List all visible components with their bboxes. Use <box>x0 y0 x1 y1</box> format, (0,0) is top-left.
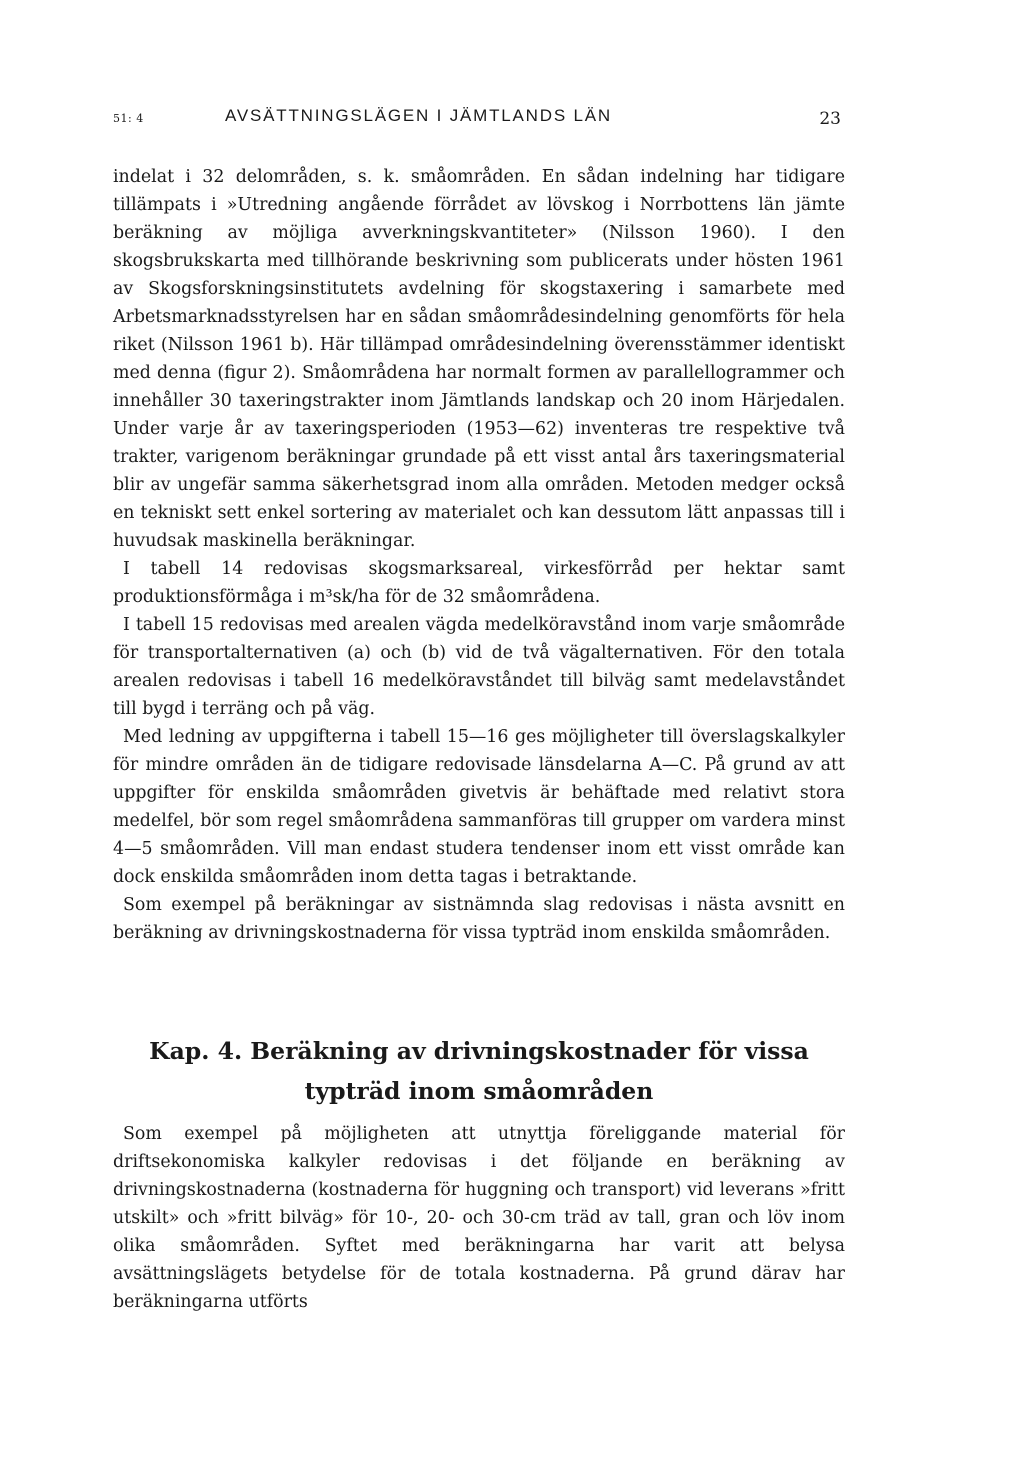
page-number: 23 <box>819 109 841 129</box>
paragraph: indelat i 32 delområden, s. k. småområden. En sådan indelning har tidigare tillämpats i »Utredning angående förrådet av lövskog i Norrbottens län jämte beräkning av möjliga avverkningskvantiteter» (Nilsson 1960). I den skogsbrukskarta med tillhörande beskrivning som publicerats under hösten 1961 av Skogsforskningsinstitutets avdelning för skogstaxering i samarbete med Arbetsmarknadsstyrelsen har en sådan småområdesindelning genomförts för hela riket (Nilsson 1961 b). Här tillämpad områdesindelning överensstämmer identiskt med denna (figur 2). Småområdena har normalt formen av parallellogrammer och innehåller 30 taxeringstrakter inom Jämtlands landskap och 20 inom Härjedalen. Under varje år av taxeringsperioden (1953—62) inventeras tre respektive två trakter, varigenom beräkningar grundade på ett visst antal års taxeringsmaterial blir av ungefär samma säkerhetsgrad inom alla områden. Metoden medger också en tekniskt sett enkel sortering av materialet och kan dessutom lätt anpassas till i huvudsak maskinella beräkningar. <box>113 167 845 551</box>
running-header <box>113 103 845 133</box>
paragraph: I tabell 14 redovisas skogsmarksareal, virkesförråd per hektar samt produktionsförmåga i m³sk/ha för de 32 småområdena. <box>113 559 845 607</box>
running-title: AVSÄTTNINGSLÄGEN I JÄMTLANDS LÄN <box>225 106 612 125</box>
chapter-body-text <box>113 1120 845 1316</box>
series-number: 51: 4 <box>113 112 144 125</box>
paragraph: Med ledning av uppgifterna i tabell 15—16 ges möjligheter till överslagskalkyler för mindre områden än de tidigare redovisade länsdelarna A—C. På grund av att uppgifter för enskilda småområden givetvis är behäftade med relativt stora medelfel, bör som regel småområdena sammanföras till grupper om vardera minst 4—5 småområden. Vill man endast studera tendenser inom ett visst område kan dock enskilda småområden inom detta tagas i betraktande. <box>113 727 845 887</box>
paragraph: Som exempel på beräkningar av sistnämnda slag redovisas i nästa avsnitt en beräkning av drivningskostnaderna för vissa typträd inom enskilda småområden. <box>113 895 845 943</box>
chapter-heading <box>113 1031 845 1111</box>
paragraph: I tabell 15 redovisas med arealen vägda medelköravstånd inom varje småområde för transportalternativen (a) och (b) vid de två vägalternativen. För den totala arealen redovisas i tabell 16 medelköravståndet till bilväg samt medelavståndet till bygd i terräng och på väg. <box>113 615 845 719</box>
chapter-heading-line: Kap. 4. Beräkning av drivningskostnader för vissa <box>149 1037 809 1065</box>
body-text <box>113 163 845 947</box>
chapter-heading-line: typträd inom småområden <box>304 1077 654 1105</box>
paragraph: Som exempel på möjligheten att utnyttja föreliggande material för driftsekonomiska kalkyler redovisas i det följande en beräkning av drivningskostnaderna (kostnaderna för huggning och transport) vid leverans »fritt utskilt» och »fritt bilväg» för 10-, 20- och 30-cm träd av tall, gran och löv inom olika småområden. Syftet med beräkningarna har varit att belysa avsättningslägets betydelse för de totala kostnaderna. På grund därav har beräkningarna utförts <box>113 1124 845 1312</box>
